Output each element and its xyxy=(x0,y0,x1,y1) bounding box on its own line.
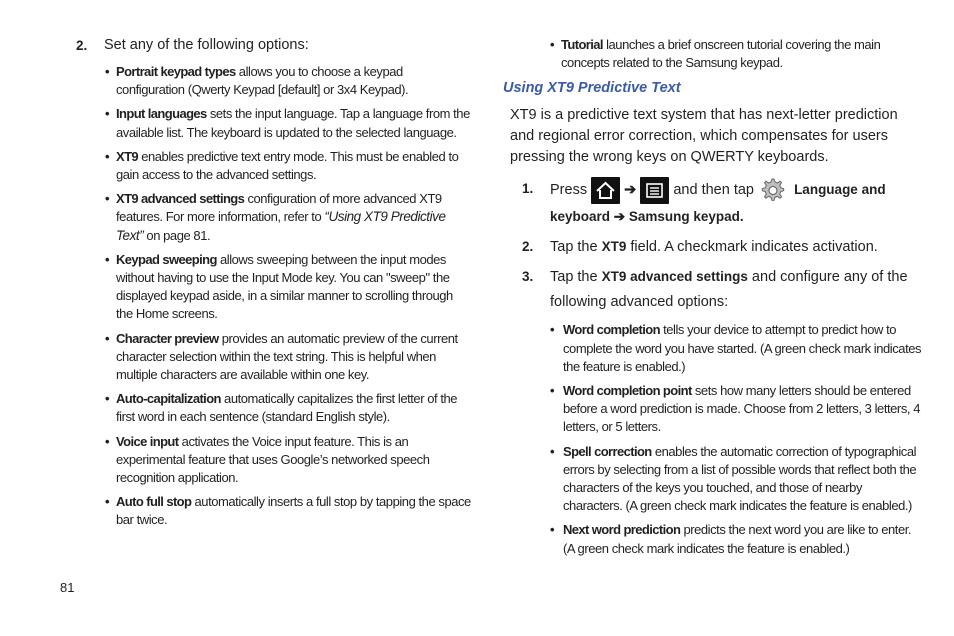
option-term: Tutorial xyxy=(561,37,603,52)
option-voice-input xyxy=(105,433,471,488)
option-desc: predicts the next word you are like to enter. (A green check mark indicates the feature is enabled.) xyxy=(563,522,912,556)
option-desc: configuration of more advanced XT9 features. For more information, refer to xyxy=(116,191,442,225)
option-term: Spell correction xyxy=(563,443,652,459)
option-word-completion xyxy=(550,321,923,376)
xt9-steps xyxy=(503,176,923,315)
option-desc: enables predictive text entry mode. This must be enabled to gain access to the advanced settings. xyxy=(116,148,459,183)
option-tutorial xyxy=(550,36,923,72)
menu-key-icon[interactable] xyxy=(640,177,669,204)
option-word-completion-point xyxy=(550,382,923,437)
option-term: Next word prediction xyxy=(563,522,681,538)
option-auto-full-stop xyxy=(105,493,471,529)
and-then-tap-label: and then tap xyxy=(673,182,759,199)
step-body xyxy=(550,234,878,260)
option-desc: automatically capitalizes the first letter of the first word in each sentence (standard English style). xyxy=(116,391,458,425)
step-number: 1. xyxy=(522,181,534,197)
advanced-options-list xyxy=(503,321,923,557)
option-desc: activates the Voice input feature. This is an experimental feature that uses Google’s networked speech recognition application. xyxy=(116,433,430,486)
step-term: XT9 advanced settings xyxy=(601,269,748,285)
option-desc: sets how many letters should be entered before a word prediction is made. Choose from 2 letters, 3 letters, 4 letters, or 5 letters. xyxy=(563,383,920,435)
left-column xyxy=(76,36,471,536)
option-auto-capitalization xyxy=(105,390,471,426)
section-heading: Using XT9 Predictive Text xyxy=(503,80,681,97)
option-desc: tells your device to attempt to predict how to complete the word you have started. (A green check mark indicates the feature is enabled.) xyxy=(563,322,922,374)
option-term: Word completion point xyxy=(563,383,692,399)
option-term: XT9 advanced settings xyxy=(116,191,245,207)
step-2 xyxy=(522,234,923,260)
option-term: XT9 xyxy=(116,148,139,164)
option-term: Character preview xyxy=(116,330,219,346)
intro-paragraph: XT9 is a predictive text system that has next-letter prediction and regional error correction, which compensates for users pressing the wrong keys on QWERTY keyboards. xyxy=(510,107,898,166)
continued-options-list xyxy=(503,36,923,72)
home-key-icon[interactable] xyxy=(591,177,620,204)
option-term: Word completion xyxy=(563,322,660,338)
press-label: Press xyxy=(550,182,588,199)
step-3 xyxy=(522,264,923,315)
option-desc: provides an automatic preview of the current character selection within the text string. This is helpful when multiple characters are available within one key. xyxy=(116,330,458,383)
option-desc: launches a brief onscreen tutorial covering the main concepts related to the Samsung keypad. xyxy=(561,37,881,71)
step-2 xyxy=(76,36,471,55)
step-text: Tap the xyxy=(550,269,602,286)
cross-reference-link[interactable]: “Using XT9 Predictive Text” xyxy=(116,209,446,243)
option-desc: allows sweeping between the input modes without having to use the Input Mode key. You can "sweep" the displayed keypad aside, in a similar manner to scrolling through the Home screens. xyxy=(116,251,453,322)
option-input-languages xyxy=(105,105,471,141)
option-term: Voice input xyxy=(116,433,179,449)
option-term: Keypad sweeping xyxy=(116,251,217,267)
option-desc-tail: on page 81. xyxy=(143,227,211,243)
option-keypad-sweeping xyxy=(105,251,471,324)
option-spell-correction xyxy=(550,443,923,516)
option-desc: allows you to choose a keypad configuration (Qwerty Keypad [default] or 3x4 Keypad). xyxy=(116,64,409,98)
option-desc: enables the automatic correction of typographical errors by selecting from a list of possible words that reflect both the characters of the keys you touched, and those of nearby characters. (A green check mark indicates the feature is enabled.) xyxy=(563,443,917,514)
step-number: 2. xyxy=(76,38,88,53)
page-number: 81 xyxy=(60,580,75,595)
option-term: Portrait keypad types xyxy=(116,64,236,79)
settings-gear-icon[interactable] xyxy=(758,176,786,204)
option-term: Input languages xyxy=(116,106,207,122)
options-list xyxy=(76,63,471,530)
right-column xyxy=(503,36,923,564)
option-xt9-advanced-settings xyxy=(105,190,471,245)
option-character-preview xyxy=(105,330,471,385)
step-number: 3. xyxy=(522,269,534,285)
step-number: 2. xyxy=(522,239,534,255)
step-text: Tap the xyxy=(550,239,602,256)
option-term: Auto full stop xyxy=(116,494,192,510)
step-text: and configure any of the following advanced options: xyxy=(550,269,908,311)
step-text: Set any of the following options: xyxy=(104,37,309,53)
option-xt9 xyxy=(105,148,471,184)
step-text: field. A checkmark indicates activation. xyxy=(626,239,878,256)
step-body xyxy=(550,264,923,315)
step-term: XT9 xyxy=(601,239,627,255)
step-1 xyxy=(522,176,923,230)
arrow-icon: ➔ xyxy=(624,182,637,199)
option-next-word-prediction xyxy=(550,521,923,557)
option-portrait-keypad-types xyxy=(105,63,471,99)
option-term: Auto-capitalization xyxy=(116,391,221,407)
settings-path: Language and keyboard ➔ Samsung keypad. xyxy=(550,182,886,225)
step-body xyxy=(550,176,923,230)
option-desc: automatically inserts a full stop by tapping the space bar twice. xyxy=(116,494,471,528)
option-desc: sets the input language. Tap a language from the available list. The keyboard is updated to the selected language. xyxy=(116,106,470,140)
